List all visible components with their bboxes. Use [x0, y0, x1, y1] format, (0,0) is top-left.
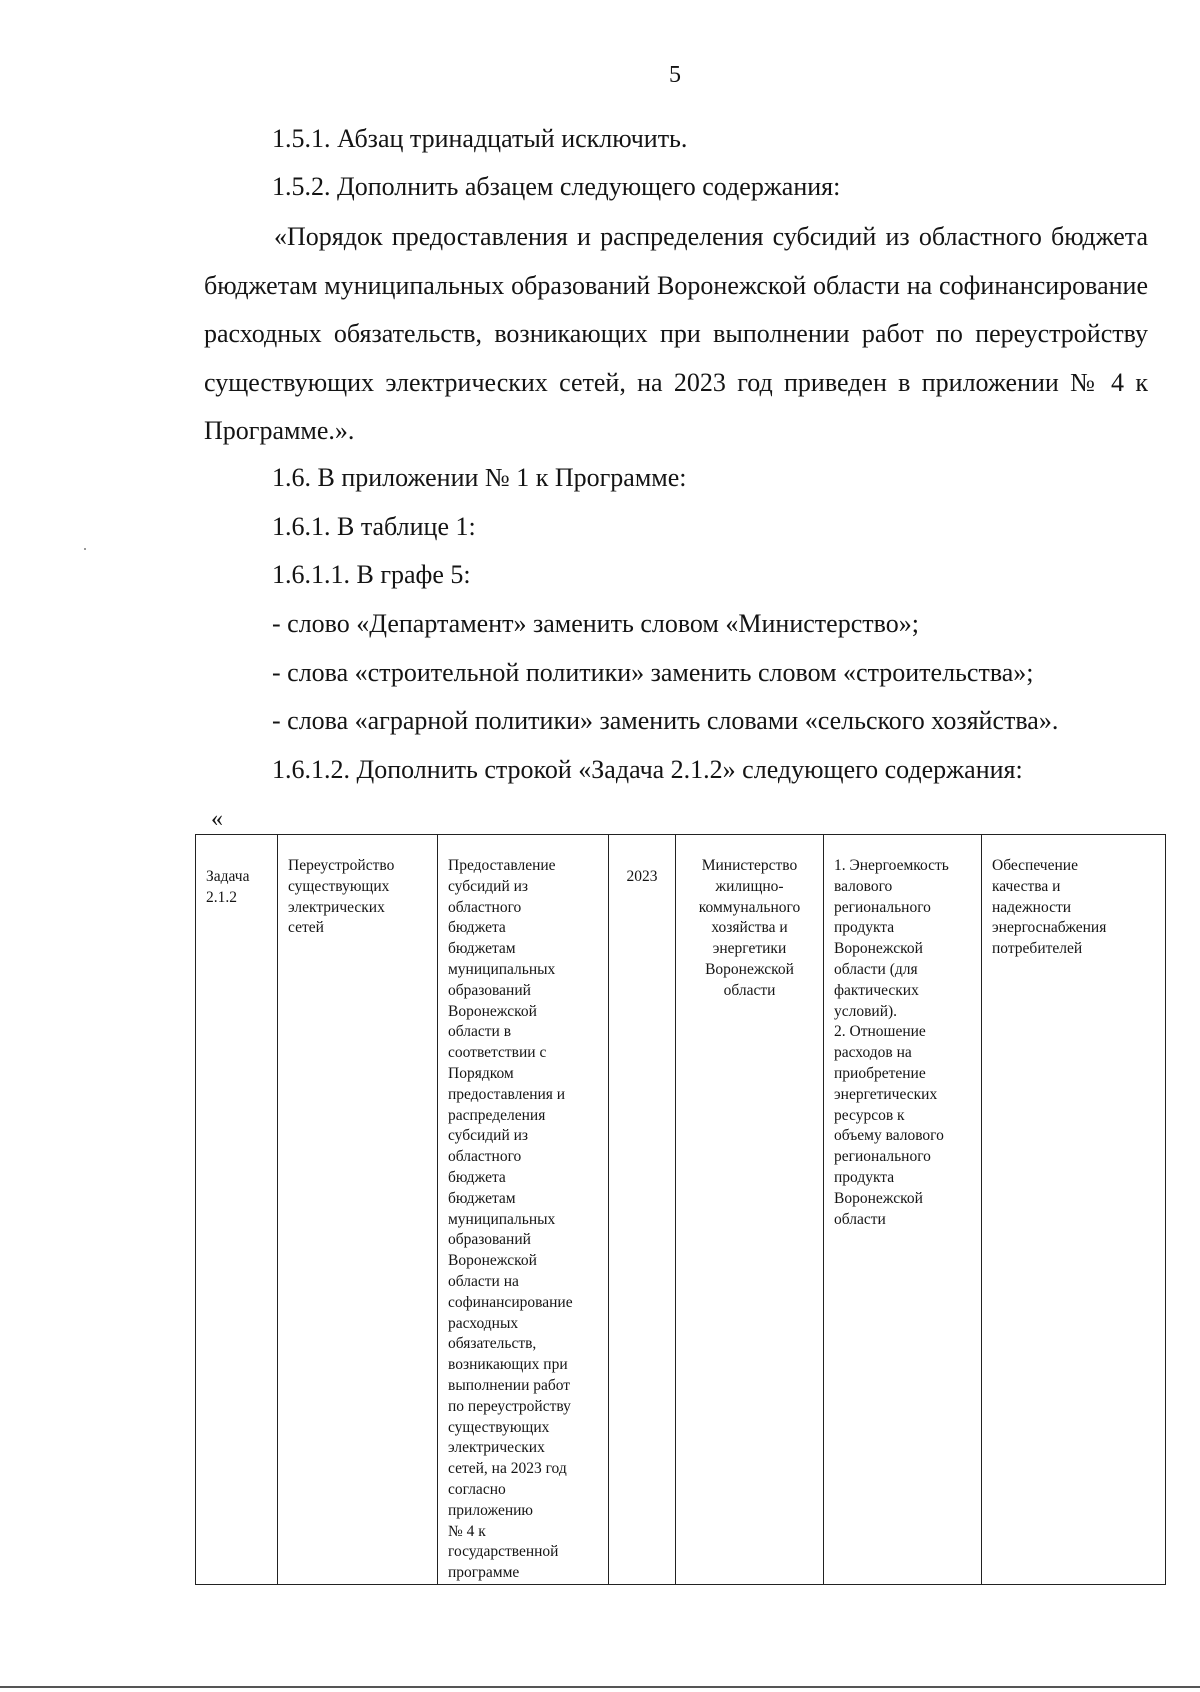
- opening-quote-mark: «: [211, 806, 223, 832]
- table-cell-result: Обеспечение качества и надежности энергоснабжения потребителей: [982, 835, 1166, 1585]
- quoted-paragraph: «Порядок предоставления и распределения субсидий из областного бюджета бюджетам муниципальных образований Воронежской области на софинансирование расходных обязательств, возникающих при выполнении работ по переустройству существующих электрических сетей, на 2023 год приведен в приложении № 4 к Программе.».: [204, 222, 1148, 445]
- table-cell-task-name: Переустройство существующих электрических сетей: [278, 835, 438, 1585]
- table-cell-measure: Предоставление субсидий из областного бюджета бюджетам муниципальных образований Воронежской области в соответствии с Порядком предоставления и распределения субсидий из областного бюджета бюджетам муниципальных образований Воронежской области на софинансирование расходных обязательств, возникающих при выполнении работ по переустройству существующих электрических сетей, на 2023 год согласно приложению № 4 к государственной программе: [438, 835, 609, 1585]
- table-cell-year: 2023: [609, 835, 676, 1585]
- clause-1-6-1-1: 1.6.1.1. В графе 5:: [272, 560, 471, 589]
- task-table: [195, 834, 1166, 1585]
- page-number: 5: [669, 62, 681, 88]
- dash-item-ministry: - слово «Департамент» заменить словом «Министерство»;: [272, 609, 919, 638]
- table-cell-executor: Министерство жилищно- коммунального хозяйства и энергетики Воронежской области: [676, 835, 824, 1585]
- dash-item-agriculture: - слова «аграрной политики» заменить словами «сельского хозяйства».: [272, 706, 1059, 735]
- table-cell-indicators: 1. Энергоемкость валового регионального продукта Воронежской области (для фактических условий). 2. Отношение расходов на приобретение энергетических ресурсов к объему валового регионального продукта Воронежской области: [824, 835, 982, 1585]
- clause-1-6: 1.6. В приложении № 1 к Программе:: [272, 463, 687, 492]
- table-row: [196, 835, 1166, 1585]
- clause-1-5-2: 1.5.2. Дополнить абзацем следующего содержания:: [272, 172, 841, 201]
- scan-speck: [84, 548, 86, 550]
- clause-1-6-1: 1.6.1. В таблице 1:: [272, 512, 476, 541]
- dash-item-construction: - слова «строительной политики» заменить словом «строительства»;: [272, 658, 1034, 687]
- clause-1-6-1-2: 1.6.1.2. Дополнить строкой «Задача 2.1.2» следующего содержания:: [272, 755, 1023, 784]
- bottom-rule: [0, 1686, 1200, 1688]
- table-cell-task-number: Задача 2.1.2: [196, 835, 278, 1585]
- clause-1-5-1: 1.5.1. Абзац тринадцатый исключить.: [272, 124, 688, 153]
